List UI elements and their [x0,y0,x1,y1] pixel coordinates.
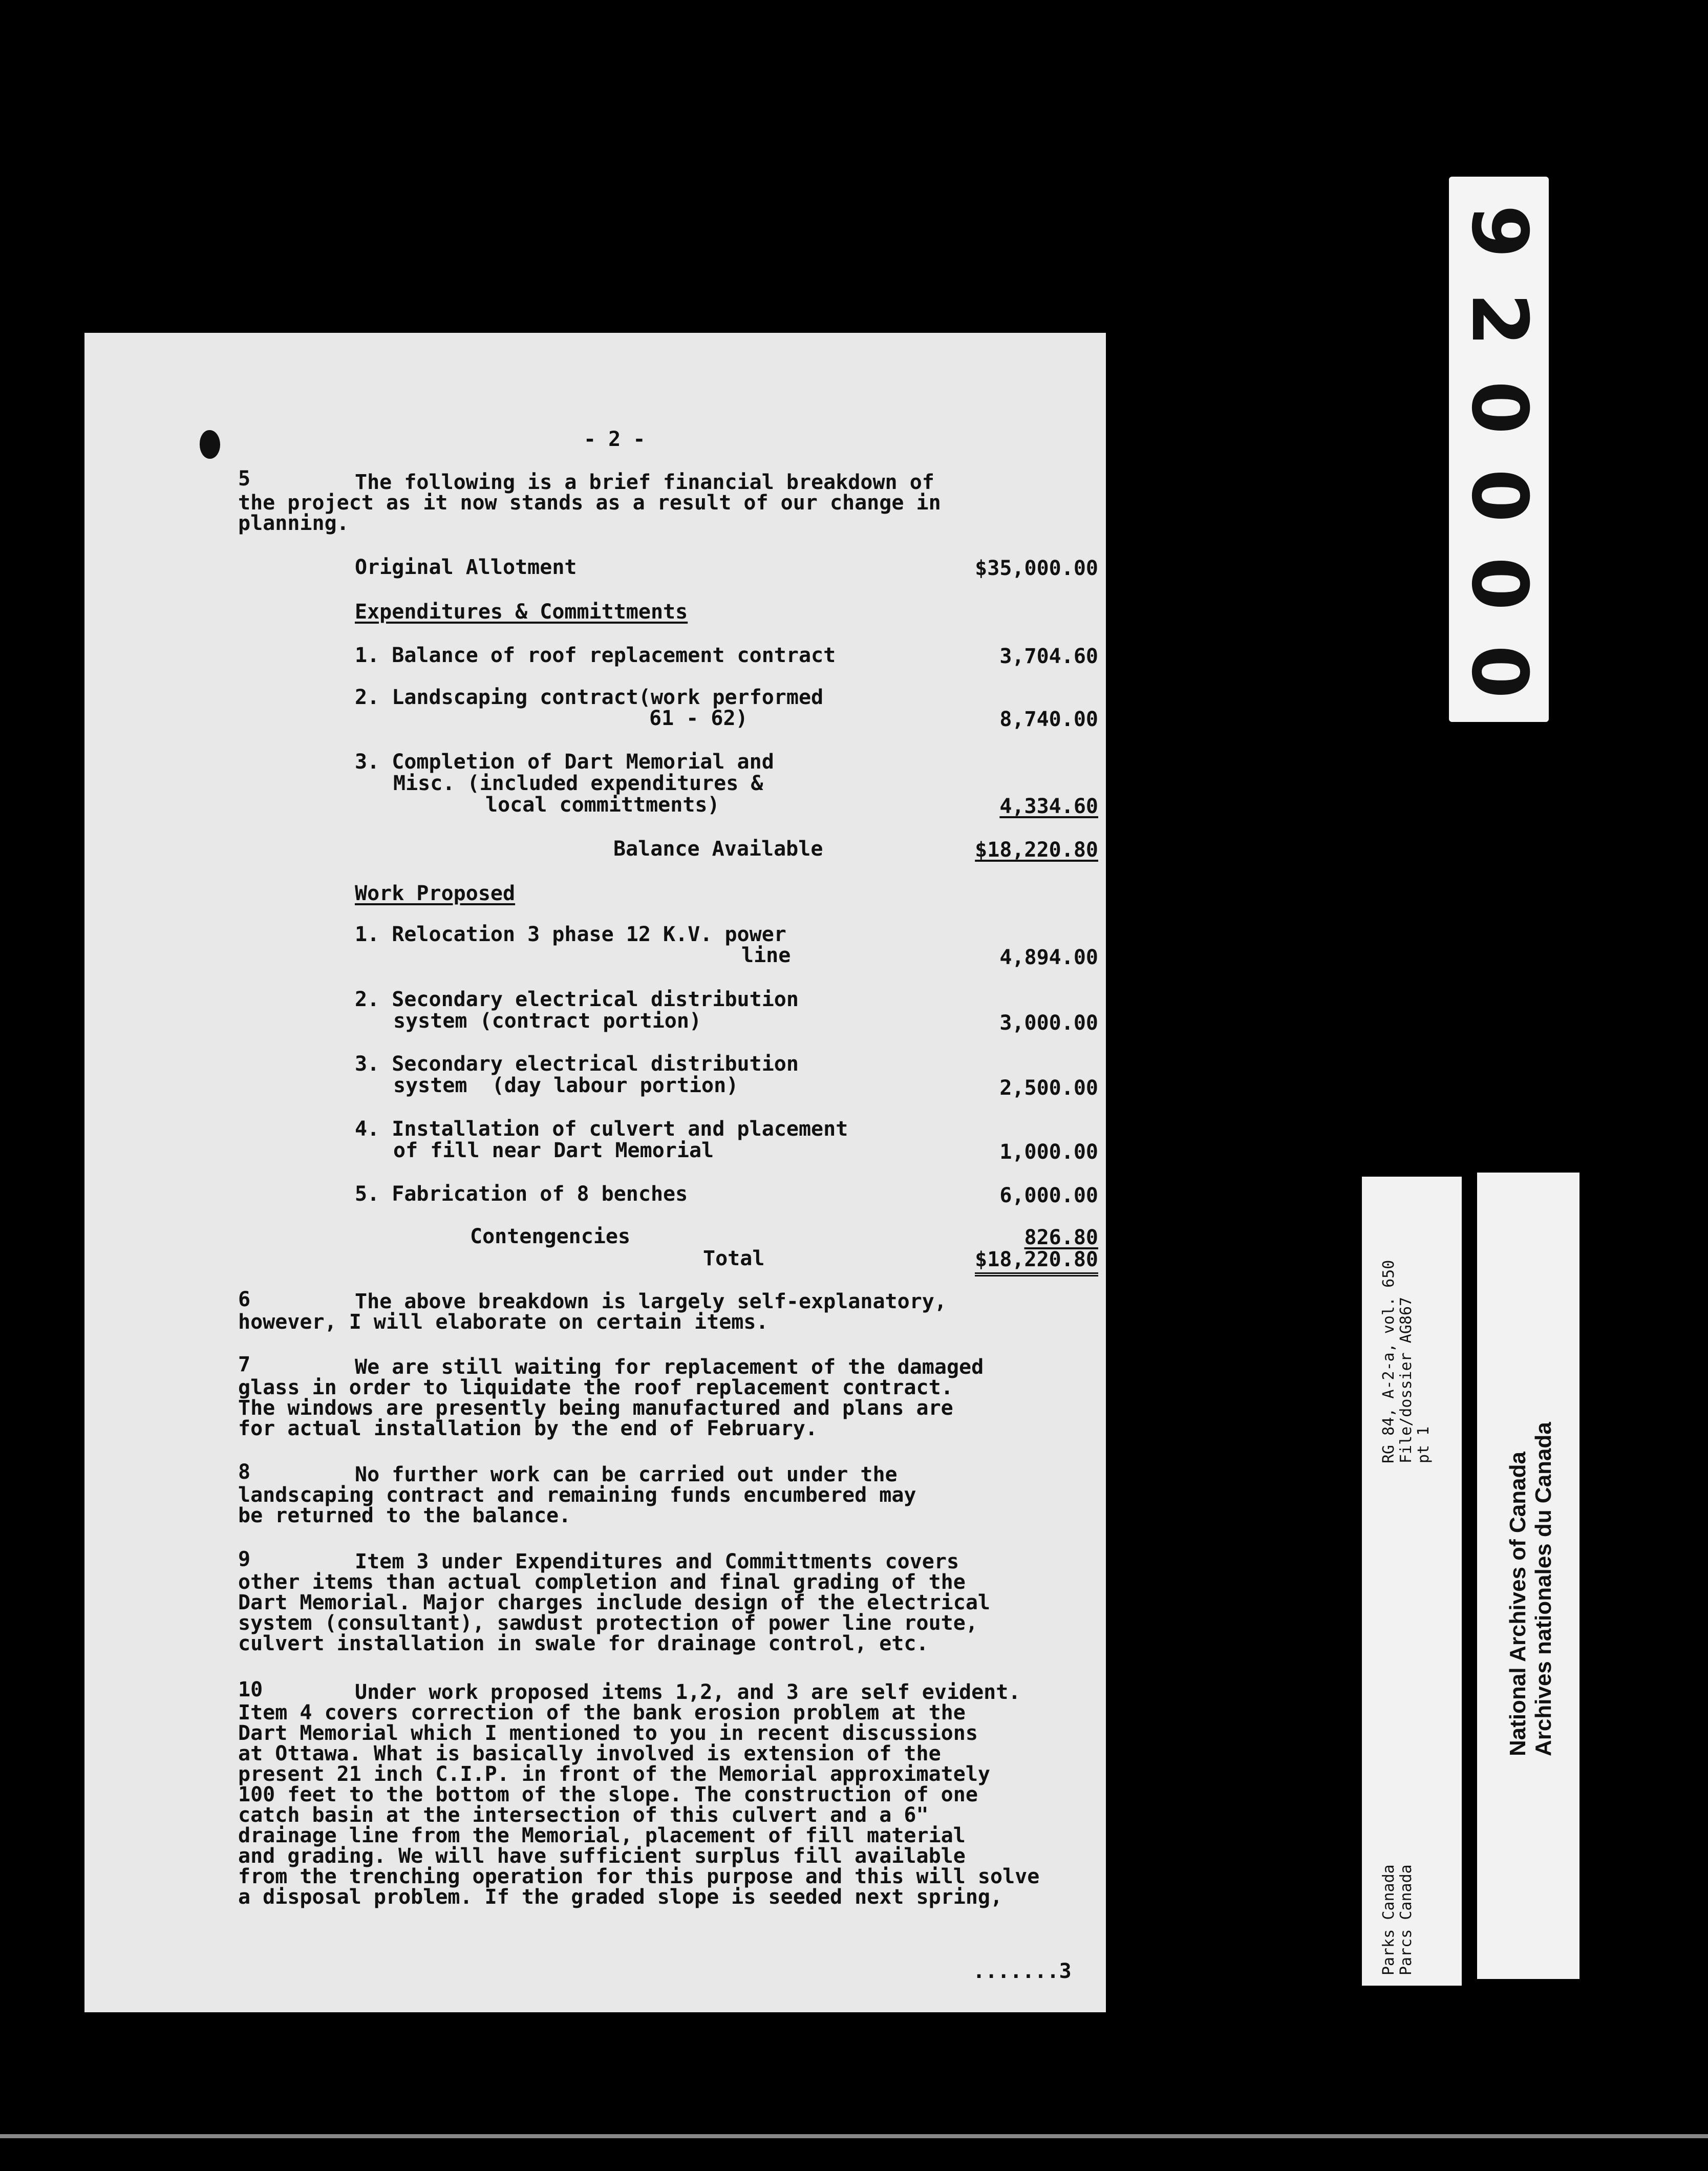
work-item: 2. Secondary electrical distribution [355,988,799,1011]
paragraph-number: 7 [238,1353,251,1376]
parks-canada-line: Parcs Canada [1397,1864,1415,1975]
document-page [84,333,1106,2012]
paragraph-line: the project as it now stands as a result of our change in [238,491,941,515]
paragraph-line: planning. [238,512,349,535]
paragraph-line: 100 feet to the bottom of the slope. The construction of one [238,1783,978,1806]
paragraph-line: We are still waiting for replacement of the damaged [355,1355,984,1379]
work-proposed-heading: Work Proposed [355,882,516,905]
paragraph-line: drainage line from the Memorial, placement of fill material [238,1824,966,1847]
expenditure-amount: 4,334.60 [999,795,1098,818]
paragraph-line: Item 4 covers correction of the bank erosion problem at the [238,1701,966,1725]
reference-text [1380,1260,1433,1463]
expenditure-item: 2. Landscaping contract(work performed [355,686,824,709]
frame-digit: 9 [1454,204,1544,259]
balance-available-amount: $18,220.80 [975,838,1098,862]
paragraph-line: other items than actual completion and final grading of the [238,1570,966,1594]
archive-reference-label [1362,1177,1462,1986]
total-amount: $18,220.80 [975,1248,1098,1276]
contingencies-amount: 826.80 [1024,1226,1098,1249]
work-item: 3. Secondary electrical distribution [355,1052,799,1076]
balance-available-label: Balance Available [613,837,823,861]
paragraph-line: Item 3 under Expenditures and Committments covers [355,1550,959,1573]
continuation-marker: .......3 [973,1960,1072,1983]
work-item: 4. Installation of culvert and placement [355,1117,848,1141]
expenditure-item: 3. Completion of Dart Memorial and [355,750,774,774]
archives-name-en: National Archives of Canada [1505,1452,1530,1756]
paragraph-line: No further work can be carried out under the [355,1463,898,1486]
archives-name-fr: Archives nationales du Canada [1531,1422,1556,1756]
paragraph-line: The windows are presently being manufactured and plans are [238,1396,953,1420]
paragraph-number: 9 [238,1547,251,1571]
total-label: Total [703,1247,765,1270]
paragraph-line: landscaping contract and remaining funds encumbered may [238,1483,916,1507]
frame-digit: 0 [1454,645,1544,699]
paragraph-line: from the trenching operation for this purpose and this will solve [238,1865,1040,1888]
work-item: 5. Fabrication of 8 benches [355,1182,688,1206]
punch-hole-mark [200,430,220,459]
contingencies-label: Contengencies [470,1225,631,1248]
reference-line: pt 1 [1415,1426,1433,1463]
page-number: - 2 - [584,428,646,451]
frame-digit: 2 [1454,292,1544,347]
paragraph-line: and grading. We will have sufficient surplus fill available [238,1844,966,1868]
paragraph-line: The following is a brief financial breakdown of [355,471,934,494]
frame-number-stamp [1449,177,1549,722]
paragraph-number: 8 [238,1460,251,1484]
work-amount: 2,500.00 [999,1076,1098,1100]
paragraph-line: Dart Memorial which I mentioned to you in recent discussions [238,1721,978,1745]
paragraph-line: system (consultant), sawdust protection of power line route, [238,1611,978,1635]
paragraph-line: culvert installation in swale for drainage control, etc. [238,1632,929,1655]
paragraph-number: 5 [238,467,251,491]
paragraph-line: be returned to the balance. [238,1504,571,1527]
expenditure-amount: 8,740.00 [999,708,1098,731]
work-item-cont: system (contract portion) [393,1009,702,1033]
reference-line: File/dossier AG867 [1397,1296,1415,1463]
work-amount: 3,000.00 [999,1011,1098,1035]
parks-canada-text [1380,1864,1415,1975]
expenditure-item-cont: 61 - 62) [649,707,748,730]
frame-digit: 0 [1454,380,1544,435]
parks-canada-line: Parks Canada [1380,1864,1398,1975]
original-allotment-amount: $35,000.00 [975,557,1098,580]
total-amount-wrap [870,1249,1098,1270]
paragraph-line: at Ottawa. What is basically involved is extension of the [238,1742,941,1765]
paragraph-line: Dart Memorial. Major charges include design of the electrical [238,1591,991,1614]
work-amount: 6,000.00 [999,1184,1098,1207]
national-archives-label [1477,1173,1579,1979]
work-amount: 1,000.00 [999,1140,1098,1164]
frame-digit: 0 [1454,557,1544,611]
work-amount: 4,894.00 [999,946,1098,969]
paragraph-line: present 21 inch C.I.P. in front of the Memorial approximately [238,1762,991,1786]
paragraph-line: catch basin at the intersection of this culvert and a 6" [238,1803,929,1827]
expenditure-item: 1. Balance of roof replacement contract [355,644,836,667]
expenditure-amount: 3,704.60 [999,645,1098,668]
work-item: 1. Relocation 3 phase 12 K.V. power [355,923,786,946]
paragraph-number: 6 [238,1288,251,1311]
expenditure-item-cont: local committments) [485,793,720,817]
reference-line: RG 84, A-2-a, vol. 650 [1380,1260,1398,1463]
work-item-cont: of fill near Dart Memorial [393,1139,714,1162]
expenditure-item-cont: Misc. (included expenditures & [393,772,763,795]
original-allotment-label: Original Allotment [355,556,577,579]
paragraph-line: The above breakdown is largely self-explanatory, [355,1290,947,1313]
paragraph-number: 10 [238,1678,263,1701]
frame-digit: 0 [1454,469,1544,523]
work-item-cont: system (day labour portion) [393,1074,739,1097]
paragraph-line: glass in order to liquidate the roof replacement contract. [238,1376,953,1399]
national-archives-text [1505,1422,1556,1756]
paragraph-line: Under work proposed items 1,2, and 3 are self evident. [355,1680,1021,1704]
paragraph-line: for actual installation by the end of February. [238,1417,818,1440]
work-item-cont: line [741,944,791,967]
expenditures-heading: Expenditures & Committments [355,600,688,624]
paragraph-line: however, I will elaborate on certain items. [238,1310,768,1334]
paragraph-line: a disposal problem. If the graded slope is seeded next spring, [238,1885,1003,1909]
frame-border-line [0,2134,1708,2138]
